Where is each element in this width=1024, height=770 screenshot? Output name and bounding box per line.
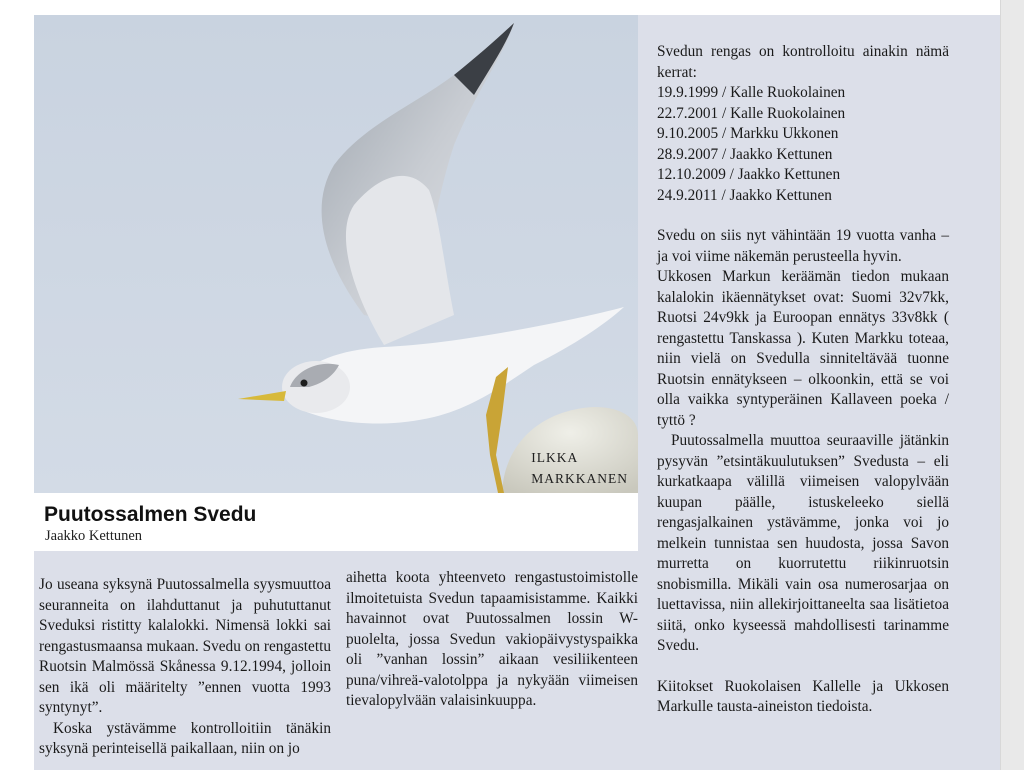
title-box (34, 493, 638, 551)
column-3 (657, 42, 949, 718)
article-author: Jaakko Kettunen (45, 528, 143, 544)
col3-paragraph-request: Puutossalmella muuttoa seuraaville jätänkin pysyvän ”etsintäkuulutuksen” Svedusta – eli kurkatkaapa välillä viimeisen valopylvään kuupan päälle, istuskeleeko siellä rengasjalkainen ystävämme, jonka voi jo melkein tunnistaa sen huudosta, jossa Savon murretta on kuorrutettu riikinruotsin snobismilla. Mikäli vain osa numerosarjaa on luettavissa, niin allekirjoittaneelta saa lisätietoa siitä, onko kyseessä mahdollisesti tarinamme Svedu. (657, 432, 949, 654)
col3-paragraph-thanks: Kiitokset Ruokolaisen Kallelle ja Ukkosen Markulle tausta-aineiston tiedoista. (657, 677, 949, 715)
control-entry: 22.7.2001 / Kalle Ruokolainen (657, 104, 846, 122)
paragraph-gap (657, 657, 949, 677)
control-entry: 12.10.2009 / Jaakko Kettunen (657, 166, 841, 183)
column-1 (39, 575, 331, 760)
photo-credit (531, 447, 628, 489)
column-2 (346, 568, 638, 712)
gull-photo (34, 15, 638, 493)
control-entry: 9.10.2005 / Markku Ukkonen (657, 125, 839, 142)
paragraph-gap (657, 206, 949, 226)
control-entry: 28.9.2007 / Jaakko Kettunen (657, 145, 833, 163)
control-entry: 24.9.2011 / Jaakko Kettunen (657, 186, 832, 204)
col3-paragraph-records: Ukkosen Markun keräämän tiedon mukaan kalalokin ikäennätykset ovat: Suomi 32v7kk, Ruotsi 24v9kk ja Euroopan ennätys 33v8kk ( rengastettu Tanskassa ). Kuten Markku toteaa, niin vielä on Svedulla sinniteltävää tuonne Ruotsin ennätykseen – olkoonkin, että se voi olla vaikka syntyperäinen Kallaveen poeka / tyttö ? (657, 268, 949, 429)
col2-paragraph-1: aihetta koota yhteenveto rengastustoimistolle ilmoitetuista Svedun tapaamisistamme. Kaikki havainnot ovat Puutossalmen lossin W-puolelta, jossa Svedun vakiopäivystyspaikka oli ”vanhan lossin” aikaan vesiliikenteen puna/vihreä-valotolppa ja nykyään viimeisen tievalopylvään valaisinkuuppa. (346, 569, 638, 709)
article-title: Puutossalmen Svedu (44, 503, 257, 526)
scrollbar-track[interactable] (1000, 0, 1024, 770)
magazine-page (34, 15, 1000, 770)
col3-intro: Svedun rengas on kontrolloitu ainakin nämä kerrat: (657, 43, 949, 81)
gull-illustration (34, 15, 638, 493)
col1-paragraph-2: Koska ystävämme kontrolloitiin tänäkin syksynä perinteisellä paikallaan, niin on jo (39, 719, 331, 757)
photo-credit-line1: ILKKA (531, 450, 579, 465)
col1-paragraph-1: Jo useana syksynä Puutossalmella syysmuuttoa seuranneita on ilahduttanut ja puhututtanut Sveduksi ristitty kalalokki. Nimensä lokki sai rengastusmaansa mukaan. Svedu on rengastettu Ruotsin Malmössä Skånessa 9.12.1994, jolloin sen ikä oli määritelty ”ennen vuotta 1993 syntynyt”. (39, 576, 331, 716)
control-entry: 19.9.1999 / Kalle Ruokolainen (657, 84, 846, 101)
photo-credit-line2: MARKKANEN (531, 471, 628, 486)
col3-paragraph-age: Svedu on siis nyt vähintään 19 vuotta vanha – ja voi viime näkemän perusteella hyvin. (657, 227, 949, 265)
